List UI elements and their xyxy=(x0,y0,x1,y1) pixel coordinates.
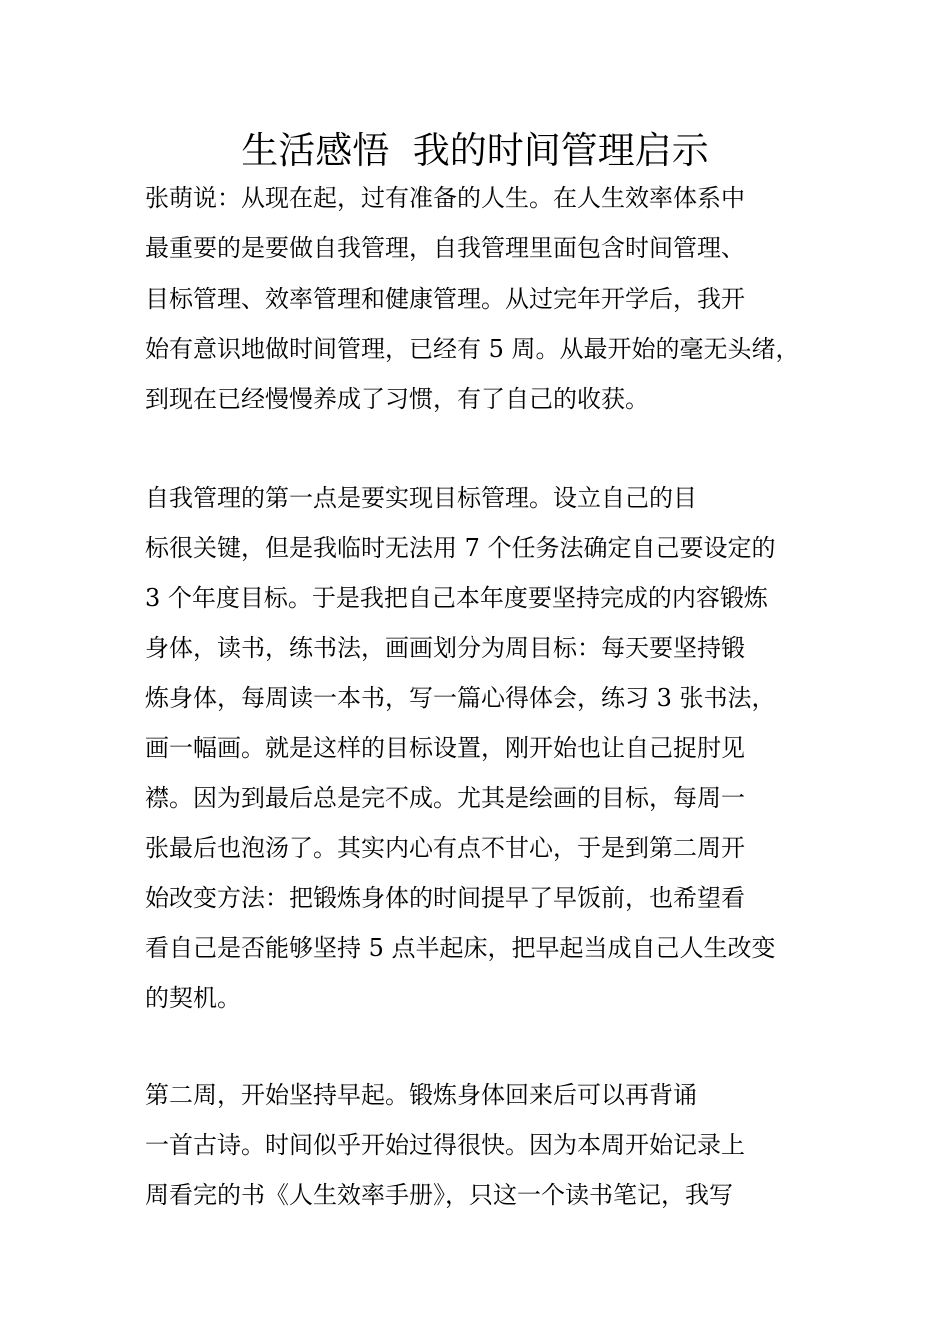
paragraph-line: 到现在已经慢慢养成了习惯，有了自己的收获。 xyxy=(145,385,649,413)
document-title: 生活感悟 我的时间管理启示 xyxy=(241,129,709,172)
paragraph-line: 张萌说：从现在起，过有准备的人生。在人生效率体系中 xyxy=(145,184,745,212)
paragraph-line: 看自己是否能够坚持 5 点半起床，把早起当成自己人生改变 xyxy=(145,934,776,962)
paragraph-line: 画一幅画。就是这样的目标设置，刚开始也让自己捉肘见 xyxy=(145,734,745,762)
paragraph-line: 最重要的是要做自我管理，自我管理里面包含时间管理、 xyxy=(145,234,745,262)
paragraph-line: 始改变方法：把锻炼身体的时间提早了早饭前，也希望看 xyxy=(145,884,745,912)
paragraph-line: 第二周，开始坚持早起。锻炼身体回来后可以再背诵 xyxy=(145,1081,697,1109)
paragraph-line: 襟。因为到最后总是完不成。尤其是绘画的目标，每周一 xyxy=(145,784,745,812)
paragraph-line: 身体，读书，练书法，画画划分为周目标：每天要坚持锻 xyxy=(145,634,745,662)
paragraph-line: 目标管理、效率管理和健康管理。从过完年开学后，我开 xyxy=(145,285,745,313)
paragraph-line: 周看完的书《人生效率手册》，只这一个读书笔记，我写 xyxy=(145,1181,733,1209)
paragraph-line: 3 个年度目标。于是我把自己本年度要坚持完成的内容锻炼 xyxy=(145,584,768,612)
paragraph-line: 一首古诗。时间似乎开始过得很快。因为本周开始记录上 xyxy=(145,1131,745,1159)
paragraph-line: 炼身体，每周读一本书，写一篇心得体会，练习 3 张书法， xyxy=(145,684,776,712)
paragraph-line: 的契机。 xyxy=(145,984,241,1012)
paragraph-line: 自我管理的第一点是要实现目标管理。设立自己的目 xyxy=(145,484,697,512)
paragraph-line: 张最后也泡汤了。其实内心有点不甘心，于是到第二周开 xyxy=(145,834,745,862)
paragraph-line: 标很关键，但是我临时无法用 7 个任务法确定自己要设定的 xyxy=(145,534,776,562)
paragraph-line: 始有意识地做时间管理，已经有 5 周。从最开始的毫无头绪， xyxy=(145,335,800,363)
